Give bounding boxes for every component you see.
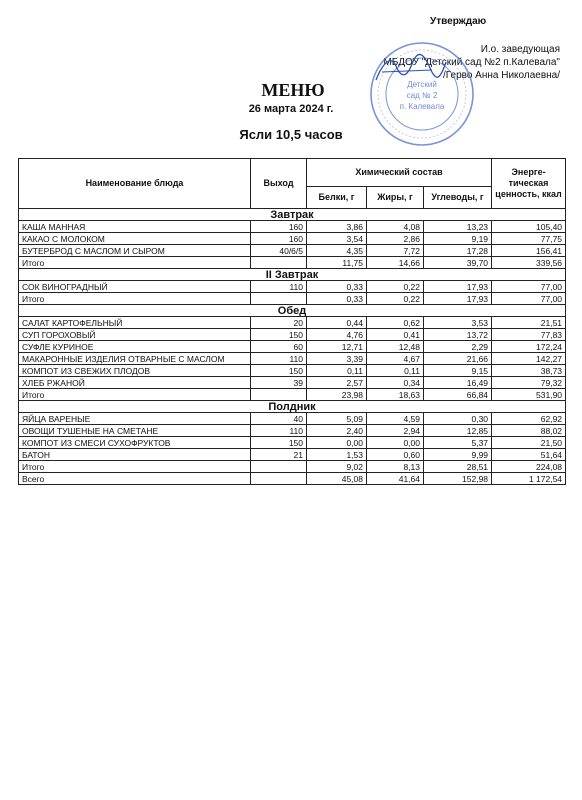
subtotal-output-empty <box>251 461 307 473</box>
menu-table <box>18 158 566 485</box>
dish-output: 40 <box>251 413 307 425</box>
grand-total-output-empty <box>251 473 307 485</box>
menu-group: Ясли 10,5 часов <box>239 127 343 142</box>
header-fat: Жиры, г <box>367 187 424 209</box>
section-title: Завтрак <box>19 209 566 221</box>
dish-carbs: 3,53 <box>424 317 492 329</box>
dish-name: СУФЛЕ КУРИНОЕ <box>19 341 251 353</box>
dish-fat: 0,41 <box>367 329 424 341</box>
subtotal-fat: 8,13 <box>367 461 424 473</box>
header-carbs: Углеводы, г <box>424 187 492 209</box>
table-row <box>19 353 566 365</box>
table-row <box>19 221 566 233</box>
menu-date: 26 марта 2024 г. <box>248 103 334 115</box>
dish-output: 110 <box>251 425 307 437</box>
dish-carbs: 9,19 <box>424 233 492 245</box>
dish-carbs: 9,15 <box>424 365 492 377</box>
dish-protein: 3,86 <box>307 221 367 233</box>
approval-heading: Утверждаю <box>430 16 487 27</box>
svg-text:п. Калевала: п. Калевала <box>399 102 445 111</box>
dish-name: КАША МАННАЯ <box>19 221 251 233</box>
dish-name: КОМПОТ ИЗ СВЕЖИХ ПЛОДОВ <box>19 365 251 377</box>
grand-total-energy: 1 172,54 <box>492 473 566 485</box>
subtotal-output-empty <box>251 389 307 401</box>
grand-total-label: Всего <box>19 473 251 485</box>
dish-energy: 77,83 <box>492 329 566 341</box>
dish-carbs: 0,30 <box>424 413 492 425</box>
svg-text:сад № 2: сад № 2 <box>406 91 438 100</box>
table-row <box>19 341 566 353</box>
dish-protein: 0,44 <box>307 317 367 329</box>
table-row <box>19 245 566 257</box>
dish-energy: 156,41 <box>492 245 566 257</box>
dish-energy: 105,40 <box>492 221 566 233</box>
dish-carbs: 9,99 <box>424 449 492 461</box>
dish-output: 110 <box>251 281 307 293</box>
dish-fat: 7,72 <box>367 245 424 257</box>
header-protein: Белки, г <box>307 187 367 209</box>
subtotal-row <box>19 461 566 473</box>
dish-energy: 77,00 <box>492 281 566 293</box>
dish-protein: 12,71 <box>307 341 367 353</box>
dish-carbs: 13,23 <box>424 221 492 233</box>
dish-name: БУТЕРБРОД С МАСЛОМ И СЫРОМ <box>19 245 251 257</box>
menu-title: МЕНЮ <box>261 80 325 100</box>
dish-energy: 77,75 <box>492 233 566 245</box>
dish-output: 150 <box>251 437 307 449</box>
dish-protein: 0,33 <box>307 281 367 293</box>
dish-energy: 142,27 <box>492 353 566 365</box>
table-row <box>19 377 566 389</box>
subtotal-energy: 77,00 <box>492 293 566 305</box>
dish-energy: 51,64 <box>492 449 566 461</box>
dish-carbs: 16,49 <box>424 377 492 389</box>
dish-carbs: 17,93 <box>424 281 492 293</box>
dish-name: САЛАТ КАРТОФЕЛЬНЫЙ <box>19 317 251 329</box>
dish-energy: 21,50 <box>492 437 566 449</box>
dish-output: 60 <box>251 341 307 353</box>
svg-text:Детский: Детский <box>407 80 437 89</box>
section-row <box>19 305 566 317</box>
dish-fat: 0,34 <box>367 377 424 389</box>
subtotal-carbs: 28,51 <box>424 461 492 473</box>
subtotal-protein: 0,33 <box>307 293 367 305</box>
dish-output: 150 <box>251 365 307 377</box>
subtotal-carbs: 17,93 <box>424 293 492 305</box>
subtotal-fat: 14,66 <box>367 257 424 269</box>
section-row <box>19 401 566 413</box>
dish-output: 39 <box>251 377 307 389</box>
dish-name: БАТОН <box>19 449 251 461</box>
approval-organization: МБДОУ "Детский сад №2 п.Калевала" <box>383 57 560 68</box>
dish-name: ЯЙЦА ВАРЕНЫЕ <box>19 413 251 425</box>
section-title: II Завтрак <box>19 269 566 281</box>
dish-protein: 5,09 <box>307 413 367 425</box>
dish-fat: 12,48 <box>367 341 424 353</box>
dish-fat: 4,59 <box>367 413 424 425</box>
subtotal-carbs: 39,70 <box>424 257 492 269</box>
dish-output: 150 <box>251 329 307 341</box>
dish-fat: 4,67 <box>367 353 424 365</box>
dish-carbs: 13,72 <box>424 329 492 341</box>
dish-fat: 2,86 <box>367 233 424 245</box>
dish-protein: 0,00 <box>307 437 367 449</box>
dish-carbs: 17,28 <box>424 245 492 257</box>
dish-output: 21 <box>251 449 307 461</box>
dish-carbs: 5,37 <box>424 437 492 449</box>
dish-protein: 0,11 <box>307 365 367 377</box>
dish-output: 110 <box>251 353 307 365</box>
section-title: Полдник <box>19 401 566 413</box>
dish-protein: 1,53 <box>307 449 367 461</box>
dish-fat: 2,94 <box>367 425 424 437</box>
dish-protein: 3,54 <box>307 233 367 245</box>
table-row <box>19 281 566 293</box>
header-dish: Наименование блюда <box>19 159 251 209</box>
subtotal-output-empty <box>251 293 307 305</box>
subtotal-label: Итого <box>19 257 251 269</box>
dish-output: 160 <box>251 233 307 245</box>
dish-name: СОК ВИНОГРАДНЫЙ <box>19 281 251 293</box>
dish-energy: 38,73 <box>492 365 566 377</box>
approval-position: И.о. заведующая <box>480 44 560 55</box>
section-row <box>19 209 566 221</box>
section-row <box>19 269 566 281</box>
table-row <box>19 425 566 437</box>
dish-fat: 0,11 <box>367 365 424 377</box>
subtotal-row <box>19 257 566 269</box>
subtotal-energy: 339,56 <box>492 257 566 269</box>
dish-output: 160 <box>251 221 307 233</box>
section-title: Обед <box>19 305 566 317</box>
dish-carbs: 12,85 <box>424 425 492 437</box>
subtotal-energy: 531,90 <box>492 389 566 401</box>
subtotal-label: Итого <box>19 461 251 473</box>
subtotal-output-empty <box>251 257 307 269</box>
dish-fat: 4,08 <box>367 221 424 233</box>
dish-fat: 0,60 <box>367 449 424 461</box>
dish-fat: 0,62 <box>367 317 424 329</box>
subtotal-label: Итого <box>19 389 251 401</box>
subtotal-carbs: 66,84 <box>424 389 492 401</box>
subtotal-row <box>19 389 566 401</box>
subtotal-label: Итого <box>19 293 251 305</box>
dish-protein: 2,57 <box>307 377 367 389</box>
subtotal-protein: 11,75 <box>307 257 367 269</box>
header-chemical-composition: Химический состав <box>307 159 492 187</box>
subtotal-protein: 9,02 <box>307 461 367 473</box>
subtotal-protein: 23,98 <box>307 389 367 401</box>
dish-protein: 2,40 <box>307 425 367 437</box>
table-row <box>19 413 566 425</box>
dish-energy: 79,32 <box>492 377 566 389</box>
dish-output: 20 <box>251 317 307 329</box>
dish-fat: 0,00 <box>367 437 424 449</box>
dish-fat: 0,22 <box>367 281 424 293</box>
header-energy: Энерге-тическая ценность, ккал <box>492 159 566 209</box>
header-output: Выход <box>251 159 307 209</box>
dish-name: СУП ГОРОХОВЫЙ <box>19 329 251 341</box>
table-row <box>19 233 566 245</box>
dish-name: КАКАО С МОЛОКОМ <box>19 233 251 245</box>
table-row <box>19 317 566 329</box>
dish-name: МАКАРОННЫЕ ИЗДЕЛИЯ ОТВАРНЫЕ С МАСЛОМ <box>19 353 251 365</box>
subtotal-fat: 0,22 <box>367 293 424 305</box>
table-row <box>19 329 566 341</box>
dish-protein: 3,39 <box>307 353 367 365</box>
dish-protein: 4,76 <box>307 329 367 341</box>
subtotal-row <box>19 293 566 305</box>
dish-energy: 21,51 <box>492 317 566 329</box>
dish-protein: 4,35 <box>307 245 367 257</box>
dish-carbs: 21,66 <box>424 353 492 365</box>
dish-name: ХЛЕБ РЖАНОЙ <box>19 377 251 389</box>
dish-energy: 172,24 <box>492 341 566 353</box>
subtotal-fat: 18,63 <box>367 389 424 401</box>
grand-total-protein: 45,08 <box>307 473 367 485</box>
grand-total-fat: 41,64 <box>367 473 424 485</box>
subtotal-energy: 224,08 <box>492 461 566 473</box>
dish-energy: 88,02 <box>492 425 566 437</box>
table-row <box>19 437 566 449</box>
dish-carbs: 2,29 <box>424 341 492 353</box>
dish-output: 40/6/5 <box>251 245 307 257</box>
approval-signatory: /Герво Анна Николаевна/ <box>442 70 560 81</box>
dish-name: ОВОЩИ ТУШЕНЫЕ НА СМЕТАНЕ <box>19 425 251 437</box>
table-row <box>19 365 566 377</box>
grand-total-row <box>19 473 566 485</box>
dish-name: КОМПОТ ИЗ СМЕСИ СУХОФРУКТОВ <box>19 437 251 449</box>
grand-total-carbs: 152,98 <box>424 473 492 485</box>
table-row <box>19 449 566 461</box>
dish-energy: 62,92 <box>492 413 566 425</box>
